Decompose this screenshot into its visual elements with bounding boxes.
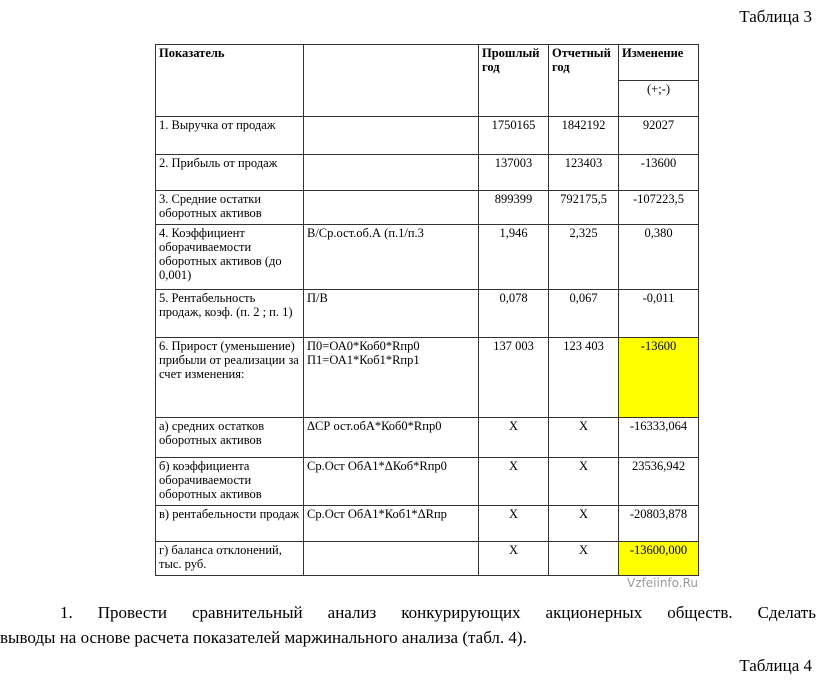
row-prev: Х	[479, 506, 549, 542]
row-cur: 792175,5	[549, 191, 619, 225]
table-row	[156, 191, 699, 225]
row-formula: Ср.Ост ОбА1*Коб1*ΔRпр	[304, 506, 479, 542]
row-formula	[304, 155, 479, 191]
row-prev: Х	[479, 542, 549, 576]
row-prev: 1,946	[479, 225, 549, 290]
row-name: 6. Прирост (уменьшение) прибыли от реализации за счет изменения:	[156, 338, 304, 418]
table-row	[156, 542, 699, 576]
row-formula: ΔСР ост.обА*Коб0*Rпр0	[304, 418, 479, 458]
row-formula	[304, 191, 479, 225]
row-change: -107223,5	[619, 191, 699, 225]
table-row	[156, 155, 699, 191]
row-prev: Х	[479, 418, 549, 458]
row-name: 2. Прибыль от продаж	[156, 155, 304, 191]
header-change-sign: (+;-)	[619, 81, 699, 117]
row-change: 92027	[619, 117, 699, 155]
watermark: Vzfeiinfo.Ru	[627, 576, 698, 590]
table-row	[156, 506, 699, 542]
header-indicator: Показатель	[156, 45, 304, 117]
table-scan	[155, 44, 708, 590]
row-formula: П0=ОА0*Коб0*Rпр0 П1=ОА1*Коб1*Rпр1	[304, 338, 479, 418]
row-cur: 0,067	[549, 290, 619, 338]
row-formula: В/Ср.ост.об.А (п.1/п.3	[304, 225, 479, 290]
row-cur: 1842192	[549, 117, 619, 155]
row-name: а) средних остатков оборотных активов	[156, 418, 304, 458]
row-name: в) рентабельности продаж	[156, 506, 304, 542]
analysis-table	[155, 44, 699, 576]
row-cur: 123 403	[549, 338, 619, 418]
task-paragraph	[0, 600, 816, 650]
row-prev: 137 003	[479, 338, 549, 418]
row-change: 23536,942	[619, 458, 699, 506]
table-row	[156, 225, 699, 290]
table-row	[156, 458, 699, 506]
row-name: 5. Рентабельность продаж, коэф. (п. 2 ; п. 1)	[156, 290, 304, 338]
table-row	[156, 117, 699, 155]
table-row	[156, 338, 699, 418]
row-change: -0,011	[619, 290, 699, 338]
paragraph-line-1: 1. Провести сравнительный анализ конкурирующих акционерных обществ. Сделать	[60, 603, 816, 622]
row-prev: 137003	[479, 155, 549, 191]
row-cur: Х	[549, 458, 619, 506]
header-report-year: Отчетный год	[549, 45, 619, 117]
row-change: -13600	[619, 155, 699, 191]
row-cur: Х	[549, 542, 619, 576]
row-name: 1. Выручка от продаж	[156, 117, 304, 155]
row-change: -16333,064	[619, 418, 699, 458]
header-change: Изменение	[619, 45, 699, 81]
row-cur: 123403	[549, 155, 619, 191]
row-cur: 2,325	[549, 225, 619, 290]
row-cur: Х	[549, 506, 619, 542]
table-3-caption: Таблица 3	[739, 7, 812, 26]
row-prev: 899399	[479, 191, 549, 225]
row-name: г) баланса отклонений, тыс. руб.	[156, 542, 304, 576]
row-name: б) коэффициента оборачиваемости оборотных активов	[156, 458, 304, 506]
row-formula	[304, 117, 479, 155]
row-cur: Х	[549, 418, 619, 458]
row-change: -20803,878	[619, 506, 699, 542]
paragraph-line-2: выводы на основе расчета показателей маржинального анализа (табл. 4).	[0, 628, 527, 647]
header-formula	[304, 45, 479, 117]
row-name: 3. Средние остатки оборотных активов	[156, 191, 304, 225]
row-formula	[304, 542, 479, 576]
row-formula: Ср.Ост ОбА1*ΔКоб*Rпр0	[304, 458, 479, 506]
row-prev: 1750165	[479, 117, 549, 155]
table-4-caption: Таблица 4	[739, 656, 812, 675]
row-change: 0,380	[619, 225, 699, 290]
row-prev: 0,078	[479, 290, 549, 338]
row-change-highlighted: -13600,000	[619, 542, 699, 576]
table-row	[156, 290, 699, 338]
table-row	[156, 418, 699, 458]
row-change-highlighted: -13600	[619, 338, 699, 418]
row-name: 4. Коэффициент оборачиваемости оборотных активов (до 0,001)	[156, 225, 304, 290]
header-prev-year: Прошлый год	[479, 45, 549, 117]
row-formula: П/В	[304, 290, 479, 338]
row-prev: Х	[479, 458, 549, 506]
